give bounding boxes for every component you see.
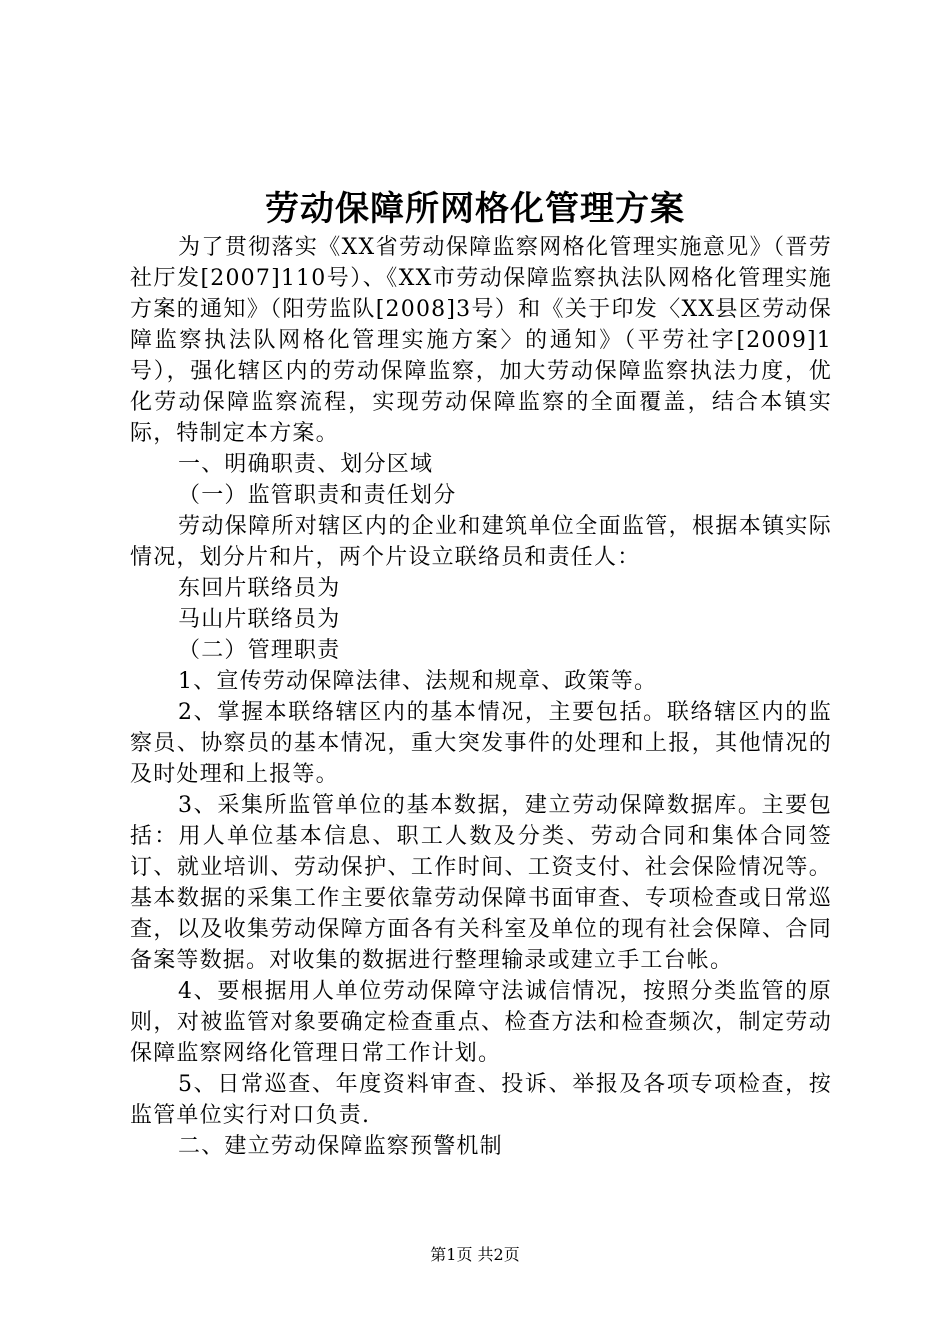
paragraph-supervision: 劳动保障所对辖区内的企业和建筑单位全面监管，根据本镇实际情况，划分片和片，两个片设立联络员和责任人： (130, 514, 832, 570)
document-title: 劳动保障所网格化管理方案 (265, 189, 685, 229)
document-body (130, 232, 832, 1162)
duty-item-2: 2、掌握本联络辖区内的基本情况，主要包括。联络辖区内的监察员、协察员的基本情况，重大突发事件的处理和上报，其他情况的及时处理和上报等。 (130, 700, 832, 787)
duty-item-3: 3、采集所监管单位的基本数据，建立劳动保障数据库。主要包括：用人单位基本信息、职工人数及分类、劳动合同和集体合同签订、就业培训、劳动保护、工作时间、工资支付、社会保险情况等。基本数据的采集工作主要依靠劳动保障书面审查、专项检查或日常巡查，以及收集劳动保障方面各有关科室及单位的现有社会保障、合同备案等数据。对收集的数据进行整理输录或建立手工台帐。 (130, 793, 832, 973)
section-heading-1: 一、明确职责、划分区域 (178, 452, 434, 477)
paragraph-mashan-liaison: 马山片联络员为 (178, 607, 341, 632)
duty-item-4: 4、要根据用人单位劳动保障守法诚信情况，按照分类监管的原则，对被监管对象要确定检查重点、检查方法和检查频次，制定劳动保障监察网络化管理日常工作计划。 (130, 979, 832, 1066)
intro-paragraph: 为了贯彻落实《XX省劳动保障监察网格化管理实施意见》（晋劳社厅发[2007]110号）、《XX市劳动保障监察执法队网格化管理实施方案的通知》（阳劳监队[2008]3号）和《关于印发〈XX县区劳动保障监察执法队网格化管理实施方案〉的通知》（平劳社字[2009]1号），强化辖区内的劳动保障监察，加大劳动保障监察执法力度，优化劳动保障监察流程，实现劳动保障监察的全面覆盖，结合本镇实际，特制定本方案。 (130, 235, 832, 446)
subsection-heading-1: （一）监管职责和责任划分 (178, 483, 457, 508)
paragraph-donghui-liaison: 东回片联络员为 (178, 576, 341, 601)
page-number-footer: 第1页 共2页 (430, 1245, 520, 1264)
section-heading-2: 二、建立劳动保障监察预警机制 (178, 1134, 503, 1159)
duty-item-1: 1、宣传劳动保障法律、法规和规章、政策等。 (178, 669, 658, 694)
subsection-heading-2: （二）管理职责 (178, 638, 341, 663)
duty-item-5: 5、日常巡查、年度资料审查、投诉、举报及各项专项检查，按监管单位实行对口负责. (130, 1072, 832, 1128)
